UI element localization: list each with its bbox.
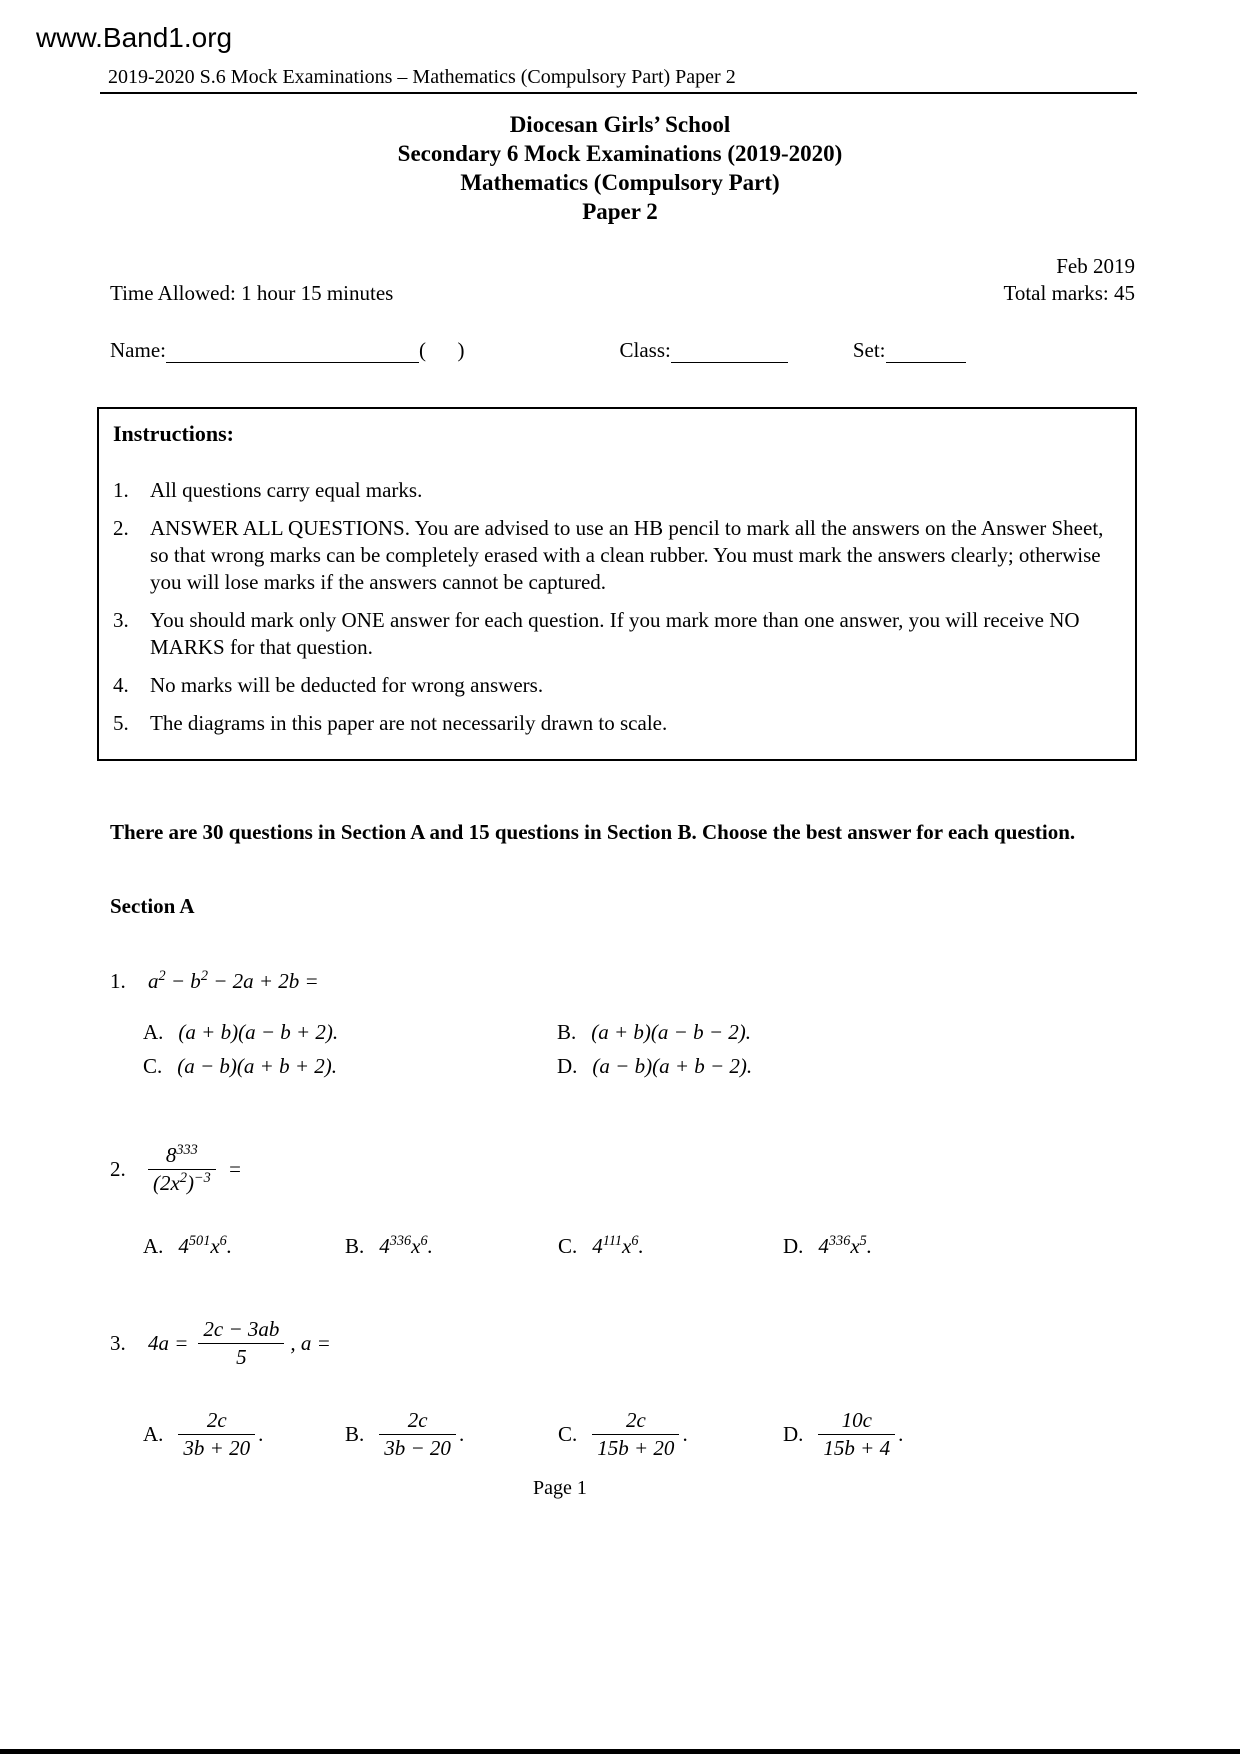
exam-name: Secondary 6 Mock Examinations (2019-2020) (397, 141, 843, 166)
option-label: D. (557, 1054, 578, 1078)
set-blank (886, 339, 966, 363)
class-blank (671, 339, 788, 363)
section-a-heading: Section A (110, 894, 195, 918)
option-expression: (a + b)(a − b − 2). (591, 1020, 752, 1044)
question-number: 1. (110, 969, 126, 993)
option-label: D. (783, 1234, 804, 1258)
question-1-options (143, 1020, 1240, 1079)
fraction-numerator: 2c (206, 1408, 227, 1432)
option-d (557, 1054, 1240, 1079)
page-number: Page 1 (533, 1477, 587, 1499)
section-note: There are 30 questions in Section A and 15 questions in Section B. Choose the best answer for each question. (110, 820, 1076, 844)
option-a (143, 1020, 557, 1045)
exam-date: Feb 2019 (1056, 254, 1135, 278)
fraction-denominator: 15b + 20 (592, 1434, 679, 1461)
total-marks: Total marks: 45 (1003, 281, 1135, 305)
question-2-stem-row (110, 1143, 1240, 1196)
question-stem-tail: , a = (290, 1331, 331, 1355)
option-b (345, 1234, 558, 1259)
question-1 (110, 969, 1240, 1079)
instruction-item-4 (113, 672, 1119, 699)
name-blank (166, 339, 419, 363)
name-label: Name: (110, 338, 166, 362)
running-header (100, 66, 1137, 94)
option-label: C. (143, 1054, 163, 1078)
fraction-numerator: $8^{333}$ (165, 1142, 198, 1167)
option-b (345, 1408, 558, 1461)
option-expression: (a − b)(a + b − 2). (592, 1054, 753, 1078)
instruction-number: 4. (113, 673, 129, 697)
class-label: Class: (619, 338, 671, 362)
option-period: . (898, 1422, 904, 1446)
subject-name: Mathematics (Compulsory Part) (460, 170, 780, 195)
option-a (143, 1408, 345, 1461)
instruction-text: You should mark only ONE answer for each question. If you mark more than one answer, you will receive NO MARKS for that question. (150, 608, 1080, 659)
option-c (143, 1054, 557, 1079)
option-label: D. (783, 1422, 804, 1446)
school-name: Diocesan Girls’ School (509, 112, 731, 137)
question-3-options (143, 1408, 1240, 1461)
option-expression: (a − b)(a + b + 2). (177, 1054, 338, 1078)
instruction-text: No marks will be deducted for wrong answers. (150, 673, 544, 697)
time-allowed: Time Allowed: 1 hour 15 minutes (110, 281, 394, 305)
fraction-denominator: 3b − 20 (379, 1434, 456, 1461)
instructions-box (97, 407, 1137, 761)
fraction-numerator: 2c (625, 1408, 646, 1432)
fraction-denominator: $(2x^2)^{-3}$ (148, 1169, 216, 1196)
running-header-text: 2019-2020 S.6 Mock Examinations – Mathematics (Compulsory Part) Paper 2 (108, 66, 736, 88)
instruction-item-2 (113, 515, 1119, 596)
option-expression: (a + b)(a − b + 2). (178, 1020, 339, 1044)
instruction-item-5 (113, 710, 1119, 737)
equals-sign: = (227, 1157, 242, 1181)
question-2 (110, 1143, 1240, 1259)
option-c (558, 1234, 783, 1259)
option-label: C. (558, 1422, 578, 1446)
option-label: C. (558, 1234, 578, 1258)
option-label: A. (143, 1020, 164, 1044)
option-b (557, 1020, 1240, 1045)
fraction-denominator: 15b + 4 (818, 1434, 895, 1461)
fraction (379, 1408, 456, 1461)
title-block (0, 110, 1240, 226)
option-period: . (458, 1422, 465, 1446)
candidate-number-parens: ( ) (418, 338, 465, 362)
fraction-denominator: 3b + 20 (178, 1434, 255, 1461)
instructions-heading: Instructions: (113, 421, 235, 446)
option-label: B. (345, 1234, 365, 1258)
option-c (558, 1408, 783, 1461)
option-d (783, 1234, 1240, 1259)
instruction-number: 1. (113, 478, 129, 502)
page-bottom-edge (0, 1749, 1240, 1754)
site-url: www.Band1.org (36, 22, 233, 53)
question-number: 2. (110, 1157, 126, 1181)
instruction-number: 3. (113, 608, 129, 632)
instruction-text: The diagrams in this paper are not necessarily drawn to scale. (150, 711, 668, 735)
instruction-text: ANSWER ALL QUESTIONS. You are advised to use an HB pencil to mark all the answers on the Answer Sheet, so that wrong marks can be completely erased with a clean rubber. You must mark the answers clearly; otherwise you will lose marks if the answers cannot be captured. (150, 516, 1104, 594)
option-expression: $4^{501}x^6$. (178, 1233, 233, 1258)
fraction (818, 1408, 895, 1461)
instruction-number: 5. (113, 711, 129, 735)
option-a (143, 1234, 345, 1259)
fraction (592, 1408, 679, 1461)
option-label: A. (143, 1422, 164, 1446)
fraction (148, 1143, 216, 1196)
option-period: . (258, 1422, 264, 1446)
question-1-stem-row (110, 969, 1240, 994)
question-3 (110, 1317, 1240, 1461)
instruction-item-1 (113, 477, 1119, 504)
instruction-item-3 (113, 607, 1119, 661)
option-label: A. (143, 1234, 164, 1258)
question-number: 3. (110, 1331, 126, 1355)
option-d (783, 1408, 1240, 1461)
option-period: . (682, 1422, 688, 1446)
fraction (178, 1408, 255, 1461)
fraction-denominator: 5 (198, 1343, 284, 1370)
fraction-numerator: 2c (407, 1408, 428, 1432)
question-stem: $a^2 - b^2 - 2a + 2b$ = (148, 968, 319, 993)
instruction-text: All questions carry equal marks. (150, 478, 423, 502)
option-expression: $4^{111}x^6$. (592, 1233, 644, 1258)
fraction-numerator: 10c (841, 1408, 872, 1432)
option-label: B. (345, 1422, 365, 1446)
meta-row (110, 281, 1135, 306)
set-label: Set: (852, 338, 886, 362)
instruction-number: 2. (113, 516, 129, 540)
question-stem-lead: 4a = (148, 1331, 189, 1355)
option-expression: $4^{336}x^5$. (818, 1233, 873, 1258)
paper-number: Paper 2 (582, 199, 658, 224)
option-label: B. (557, 1020, 577, 1044)
fraction (198, 1317, 284, 1370)
exam-date-row (110, 254, 1135, 279)
option-expression: $4^{336}x^6$. (379, 1233, 433, 1258)
question-3-stem-row (110, 1317, 1240, 1370)
fraction-numerator: 2c − 3ab (203, 1317, 280, 1341)
candidate-info-row (110, 338, 1135, 363)
question-2-options (143, 1234, 1240, 1259)
